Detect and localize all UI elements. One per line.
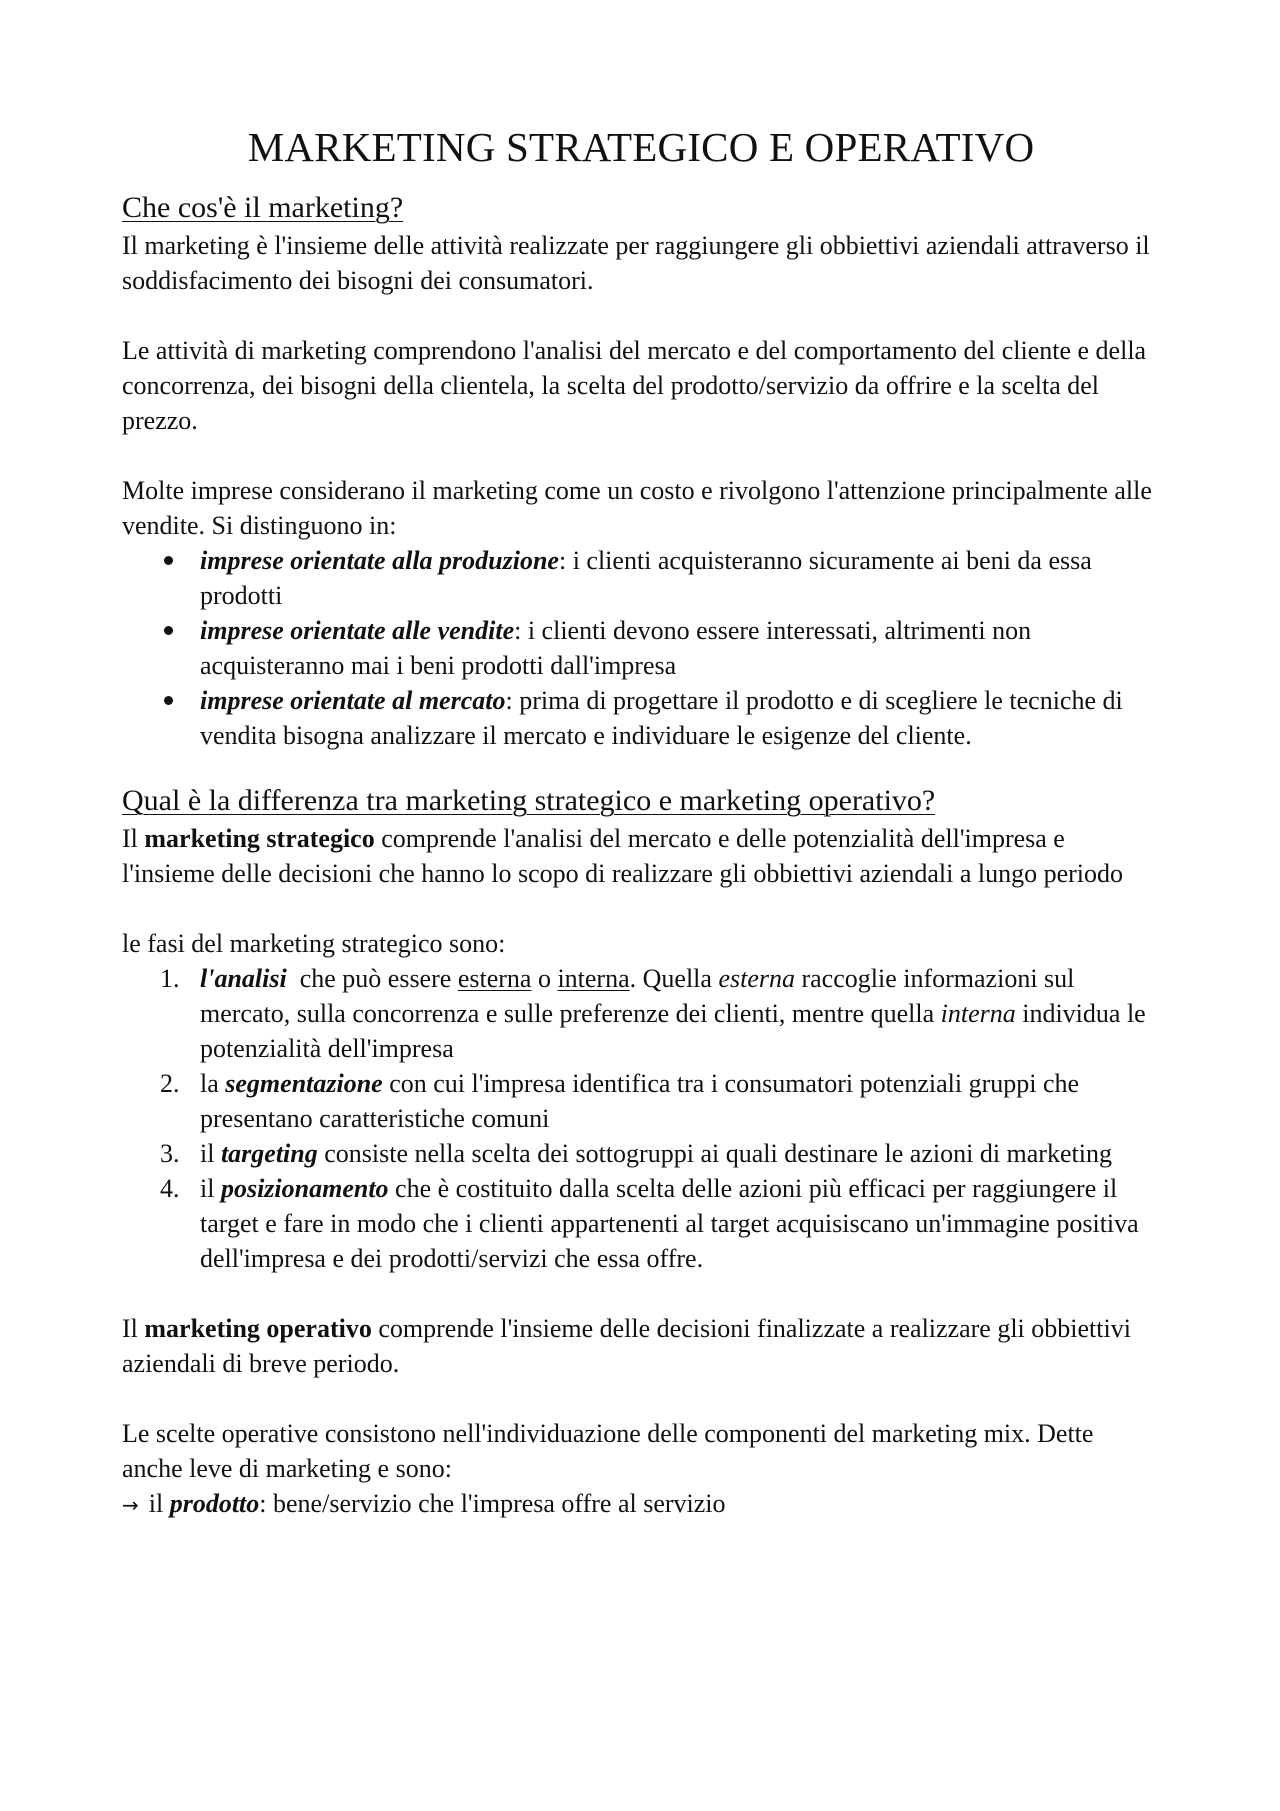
paragraph-operative: Il marketing operativo comprende l'insieme delle decisioni finalizzate a realizzare gli obbiettivi aziendali di breve periodo. <box>122 1314 1131 1378</box>
spacer <box>122 1276 1160 1311</box>
paragraph-activities: Le attività di marketing comprendono l'analisi del mercato e del comportamento del cliente e della concorrenza, dei bisogni della clientela, la scelta del prodotto/servizio da offrire e la scelta del prezzo. <box>122 336 1147 435</box>
bold-term: marketing operativo <box>144 1314 372 1343</box>
section-heading-what-is-marketing: Che cos'è il marketing? <box>122 191 404 224</box>
list-item: 2. la segmentazione con cui l'impresa identifica tra i consumatori potenziali gruppi che presentano caratteristiche comuni <box>122 1066 1160 1136</box>
list-item-text: : i clienti acquisteranno sicuramente ai beni da essa prodotti <box>200 546 1092 610</box>
list-number: 1. <box>160 964 180 993</box>
list-number: 4. <box>160 1174 180 1203</box>
list-number: 3. <box>160 1139 180 1168</box>
spacer <box>122 1381 1160 1416</box>
list-item-term: targeting <box>220 1139 318 1168</box>
list-item-term: posizionamento <box>220 1174 389 1203</box>
bullet-icon <box>164 626 173 635</box>
bullet-icon <box>164 696 173 705</box>
spacer <box>122 891 1160 926</box>
spacer <box>122 753 1160 781</box>
document-title: MARKETING STRATEGICO E OPERATIVO <box>247 124 1035 170</box>
spacer <box>122 438 1160 473</box>
spacer <box>122 298 1160 333</box>
list-item: 3. il targeting consiste nella scelta dei sottogruppi ai quali destinare le azioni di marketing <box>122 1136 1160 1171</box>
list-item <box>122 613 1160 683</box>
arrow-list-item: → il prodotto: bene/servizio che l'impresa offre al servizio <box>122 1486 1160 1523</box>
paragraph-strategic: Il marketing strategico comprende l'analisi del mercato e delle potenzialità dell'impresa e l'insieme delle decisioni che hanno lo scopo di realizzare gli obbiettivi aziendali a lungo periodo <box>122 824 1124 888</box>
list-number: 2. <box>160 1069 180 1098</box>
paragraph-marketing-mix: Le scelte operative consistono nell'individuazione delle componenti del marketing mix. Dette anche leve di marketing e sono: <box>122 1419 1094 1483</box>
list-item: 4. il posizionamento che è costituito dalla scelta delle azioni più efficaci per raggiungere il target e fare in modo che i clienti appartenenti al target acquisiscano un'immagine positiva dell'impresa e dei prodotti/servizi che essa offre. <box>122 1171 1160 1276</box>
bold-term: marketing strategico <box>144 824 375 853</box>
list-item: 1. l'analisi che può essere esterna o interna. Quella esterna raccoglie informazioni sul mercato, sulla concorrenza e sulle preferenze dei clienti, mentre quella interna individua le potenzialità dell'impresa <box>122 961 1160 1066</box>
list-item-text: : i clienti devono essere interessati, altrimenti non acquisteranno mai i beni prodotti dall'impresa <box>200 616 1032 680</box>
company-types-list <box>122 543 1160 753</box>
list-item-term: prodotto <box>169 1489 260 1518</box>
strategic-phases-list <box>122 961 1160 1276</box>
list-item <box>122 683 1160 753</box>
list-item-term: l'analisi <box>200 964 287 993</box>
paragraph-phases-intro: le fasi del marketing strategico sono: <box>122 929 506 958</box>
list-item-term: imprese orientate al mercato <box>200 686 506 715</box>
arrow-right-icon: → <box>122 1493 139 1517</box>
section-heading-difference: Qual è la differenza tra marketing strategico e marketing operativo? <box>122 784 936 817</box>
list-item-term: segmentazione <box>225 1069 383 1098</box>
list-item-term: imprese orientate alla produzione <box>200 546 559 575</box>
list-item-term: imprese orientate alle vendite <box>200 616 515 645</box>
list-item <box>122 543 1160 613</box>
paragraph-definition: Il marketing è l'insieme delle attività realizzate per raggiungere gli obbiettivi aziendali attraverso il soddisfacimento dei bisogni dei consumatori. <box>122 231 1150 295</box>
paragraph-companies: Molte imprese considerano il marketing come un costo e rivolgono l'attenzione principalmente alle vendite. Si distinguono in: <box>122 476 1152 540</box>
list-item-text: : prima di progettare il prodotto e di scegliere le tecniche di vendita bisogna analizzare il mercato e individuare le esigenze del cliente. <box>200 686 1123 750</box>
bullet-icon <box>164 556 173 565</box>
